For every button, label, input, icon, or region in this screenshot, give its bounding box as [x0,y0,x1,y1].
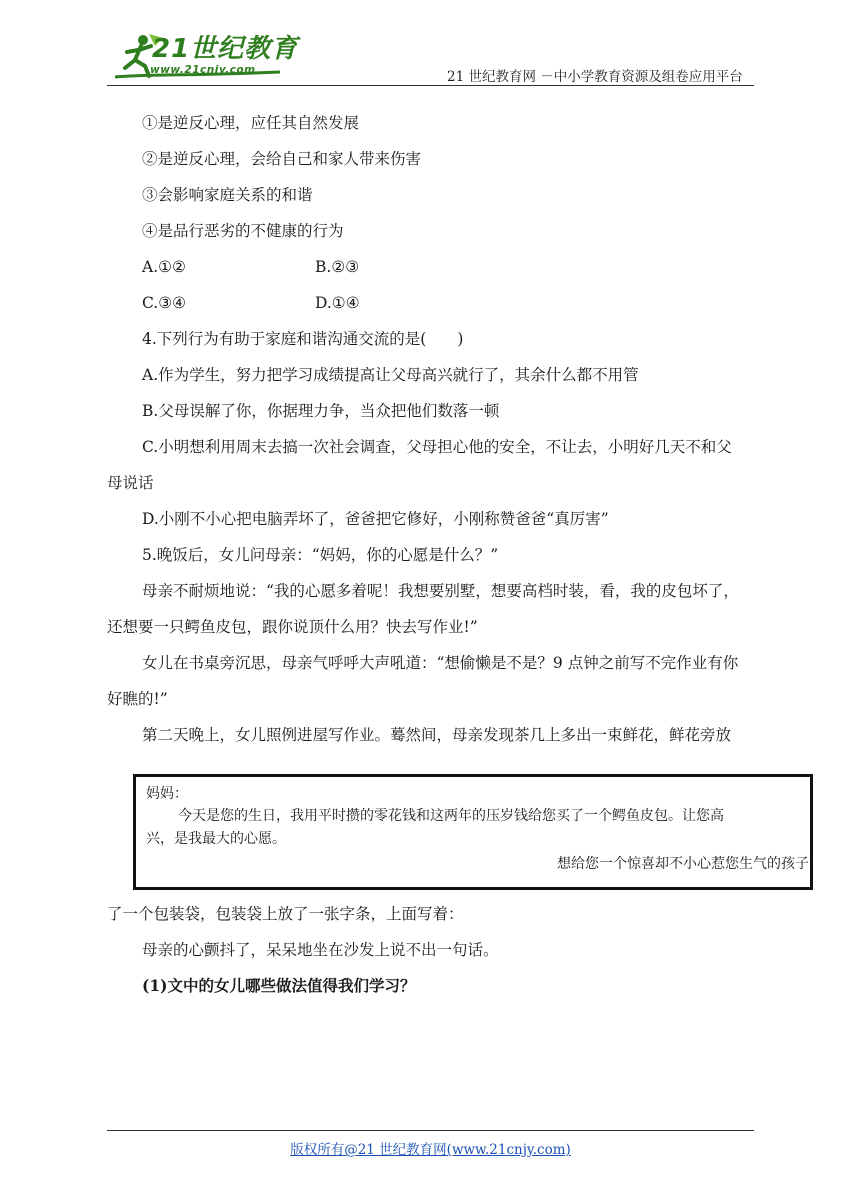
option-c: C.③④ [142,294,187,312]
statement-1: ①是逆反心理，应任其自然发展 [142,114,360,132]
statement-3: ③会影响家庭关系的和谐 [142,186,313,204]
footer-copyright-link[interactable]: 版权所有@21 世纪教育网(www.21cnjy.com) [290,1142,571,1158]
option-b: B.②③ [315,258,360,276]
question-4: 4.下列行为有助于家庭和谐沟通交流的是( ) [142,330,464,348]
paragraph-4: 母亲的心颤抖了，呆呆地坐在沙发上说不出一句话。 [142,941,499,959]
site-title: 21 世纪教育网 －中小学教育资源及组卷应用平台 [447,69,743,85]
sub-question-1: (1)文中的女儿哪些做法值得我们学习？ [142,976,416,995]
paragraph-1-cont: 还想要一只鳄鱼皮包，跟你说顶什么用？快去写作业!” [107,618,478,636]
option-d: D.①④ [315,294,360,312]
paragraph-2: 女儿在书桌旁沉思，母亲气呼呼大声吼道：“想偷懒是不是？9 点钟之前写不完作业有你 [142,654,739,672]
logo-url: www.21cnjy.com [150,64,256,76]
paragraph-3-cont: 了一个包装袋，包装袋上放了一张字条，上面写着： [107,905,464,923]
note-body-line-2: 兴，是我最大的心愿。 [146,831,286,847]
page-header [0,0,861,90]
question-5: 5.晚饭后，女儿问母亲：“妈妈，你的心愿是什么？” [142,546,499,564]
question-4-option-b: B.父母误解了你，你据理力争，当众把他们数落一顿 [142,402,500,420]
note-signature: 想给您一个惊喜却不小心惹您生气的孩子 [557,856,809,872]
note-greeting: 妈妈： [146,786,188,802]
header-divider [107,85,754,86]
paragraph-3: 第二天晚上，女儿照例进屋写作业。蓦然间，母亲发现茶几上多出一束鲜花，鲜花旁放 [142,726,732,744]
paragraph-2-cont: 好瞧的!” [107,690,168,708]
question-4-option-a: A.作为学生，努力把学习成绩提高让父母高兴就行了，其余什么都不用管 [142,366,639,384]
question-4-option-c: C.小明想利用周末去搞一次社会调查，父母担心他的安全，不让去，小明好几天不和父 [142,438,732,456]
logo-text: 21世纪教育 [152,34,299,64]
question-4-option-c-cont: 母说话 [107,474,154,492]
note-body-line-1: 今天是您的生日，我用平时攒的零花钱和这两年的压岁钱给您买了一个鳄鱼皮包。让您高 [178,808,724,824]
statement-2: ②是逆反心理，会给自己和家人带来伤害 [142,150,422,168]
paragraph-1: 母亲不耐烦地说：“我的心愿多着呢！我想要别墅，想要高档时装，看，我的皮包坏了， [142,582,739,600]
option-a: A.①② [142,258,186,276]
footer-divider [107,1130,754,1131]
question-4-option-d: D.小刚不小心把电脑弄坏了，爸爸把它修好，小刚称赞爸爸“真厉害” [142,510,609,528]
statement-4: ④是品行恶劣的不健康的行为 [142,222,344,240]
